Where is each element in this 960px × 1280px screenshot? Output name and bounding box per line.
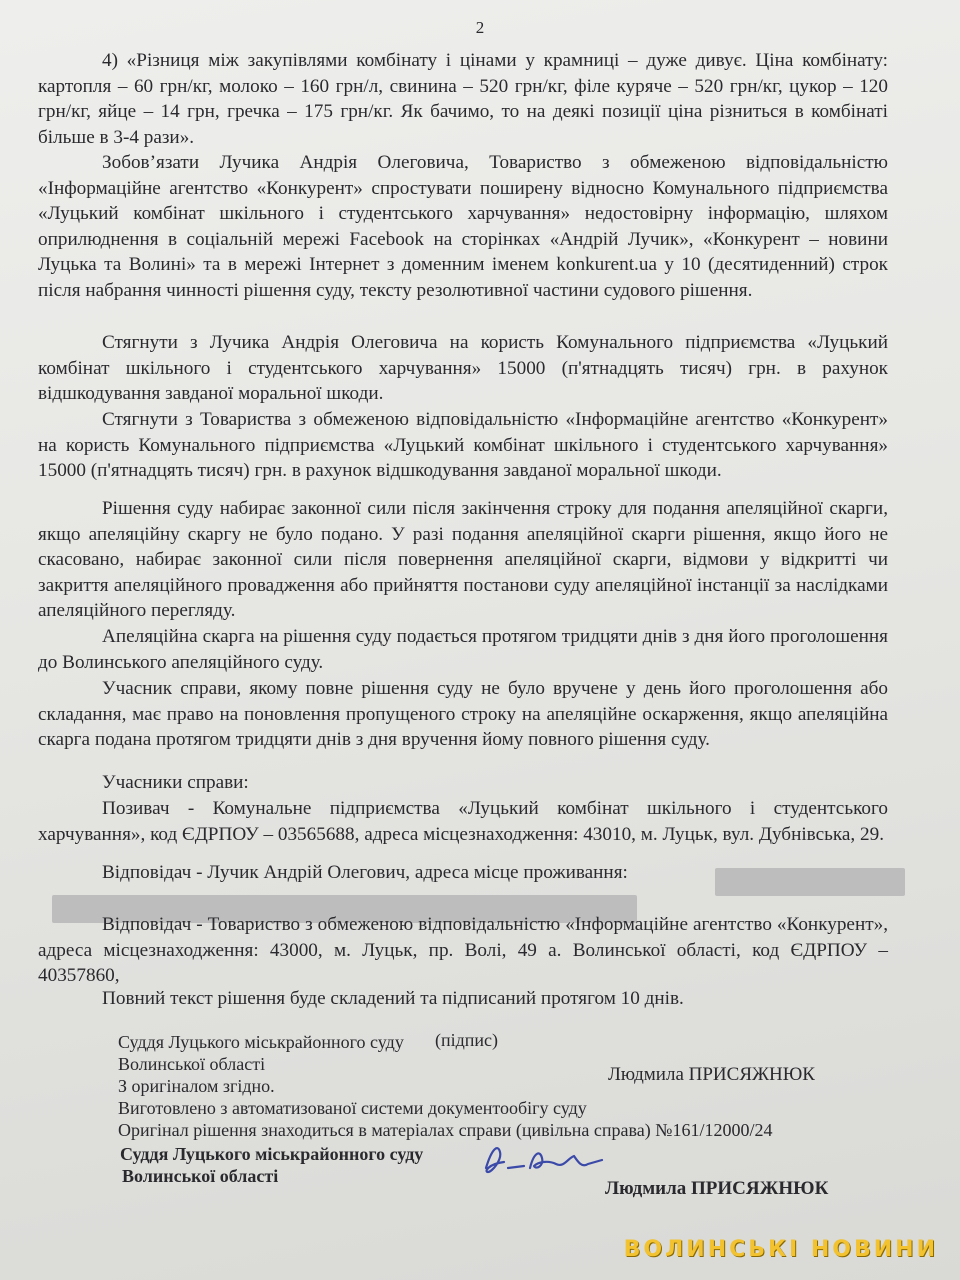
participants-heading: Учасники справи: bbox=[102, 772, 249, 793]
paragraph-recovery-individual: Стягнути з Лучика Андрія Олеговича на користь Комунального підприємства «Луцький комбінат шкільного і студентського харчування» 15000 (п'ятнадцять тисяч) грн. в рахунок відшкодування завданої моральної шкоди. bbox=[38, 332, 888, 405]
judge-name: Людмила ПРИСЯЖНЮК bbox=[608, 1064, 815, 1085]
paragraph-effective-date: Рішення суду набирає законної сили після закінчення строку для подання апеляційної скарги, якщо апеляційну скаргу не було подано. У разі подання апеляційної скарги рішення, якщо його не скасовано, набирає законної сили після повернення апеляційної скарги, відмови у відкритті чи закриття апеляційного провадження або прийняття постанови суду апеляційної інстанції за наслідками апеляційного перегляду. bbox=[38, 498, 888, 622]
news-watermark: ВОЛИНСЬКІ НОВИНИ bbox=[623, 1237, 938, 1262]
original-location-note: Оригінал рішення знаходиться в матеріалах справи (цивільна справа) №161/12000/24 bbox=[118, 1120, 773, 1140]
paragraph-appeal-renewal: Учасник справи, якому повне рішення суду не було вручене у день його проголошення або складання, має право на поновлення пропущеного строку на апеляційне оскарження, якщо апеляційна скарга подана протягом тридцяти днів з дня вручення йому повного рішення суду. bbox=[38, 678, 888, 751]
paragraph-appeal-deadline: Апеляційна скарга на рішення суду подається протягом тридцяти днів з дня його проголошення до Волинського апеляційного суду. bbox=[38, 626, 888, 673]
stamp-judge-line2: Волинської області bbox=[122, 1166, 279, 1186]
full-text-note: Повний текст рішення буде складений та підписаний протягом 10 днів. bbox=[102, 988, 684, 1009]
page-number: 2 bbox=[475, 18, 485, 37]
paragraph-prices-quote: 4) «Різниця між закупівлями комбінату і цінами у крамниці – дуже дивує. Ціна комбінату: картопля – 60 грн/кг, молоко – 160 грн/л, свинина – 520 грн/кг, філе куряче – 520 грн/кг, цукор – 120 грн/кг, яйце – 14 грн, гречка – 175 грн/кг. Як бачимо, то на деякі позиції ціна різниться в комбінаті більше в 3-4 рази». bbox=[38, 50, 888, 148]
defendant-company-info: Відповідач - Товариство з обмеженою відповідальністю «Інформаційне агентство «Конкурент», адреса місцезнаходження: 43000, м. Луцьк, пр. Волі, 49 а. Волинської області, код ЄДРПОУ – 40357860, bbox=[38, 914, 888, 987]
redacted-address bbox=[715, 868, 905, 896]
signed-label: (підпис) bbox=[435, 1030, 499, 1050]
judge-title-line1: Суддя Луцького міськрайонного суду bbox=[118, 1032, 404, 1052]
copy-conformity-note: З оригіналом згідно. bbox=[118, 1076, 275, 1096]
defendant-individual-info: Відповідач - Лучик Андрій Олегович, адреса місце проживання: bbox=[102, 862, 628, 883]
plaintiff-info: Позивач - Комунальне підприємства «Луцький комбінат шкільного і студентського харчування», код ЄДРПОУ – 03565688, адреса місцезнаходження: 43010, м. Луцьк, вул. Дубнівська, 29. bbox=[38, 798, 888, 845]
generated-system-note: Виготовлено з автоматизованої системи документообігу суду bbox=[118, 1098, 587, 1118]
stamp-judge-line1: Суддя Луцького міськрайонного суду bbox=[120, 1144, 424, 1164]
paragraph-recovery-company: Стягнути з Товариства з обмеженою відповідальністю «Інформаційне агентство «Конкурент» на користь Комунального підприємства «Луцький комбінат шкільного і студентського харчування» 15000 (п'ятнадцять тисяч) грн. в рахунок відшкодування завданої моральної шкоди. bbox=[38, 409, 888, 482]
judge-title-line2: Волинської області bbox=[118, 1054, 266, 1074]
handwritten-signature bbox=[478, 1138, 608, 1180]
stamp-judge-name: Людмила ПРИСЯЖНЮК bbox=[605, 1178, 829, 1199]
paragraph-refutation-order: Зобов’язати Лучика Андрія Олеговича, Товариство з обмеженою відповідальністю «Інформаційне агентство «Конкурент» спростувати поширену відносно Комунального підприємства «Луцький комбінат шкільного і студентського харчування» недостовірну інформацію, шляхом оприлюднення в соціальній мережі Facebook на сторінках «Андрій Лучик», «Конкурент – новини Луцька та Волині» та в мережі Інтернет з доменним іменем konkurent.ua у 10 (десятиденний) строк після набрання чинності рішення суду, тексту резолютивної частини судового рішення. bbox=[38, 152, 888, 301]
